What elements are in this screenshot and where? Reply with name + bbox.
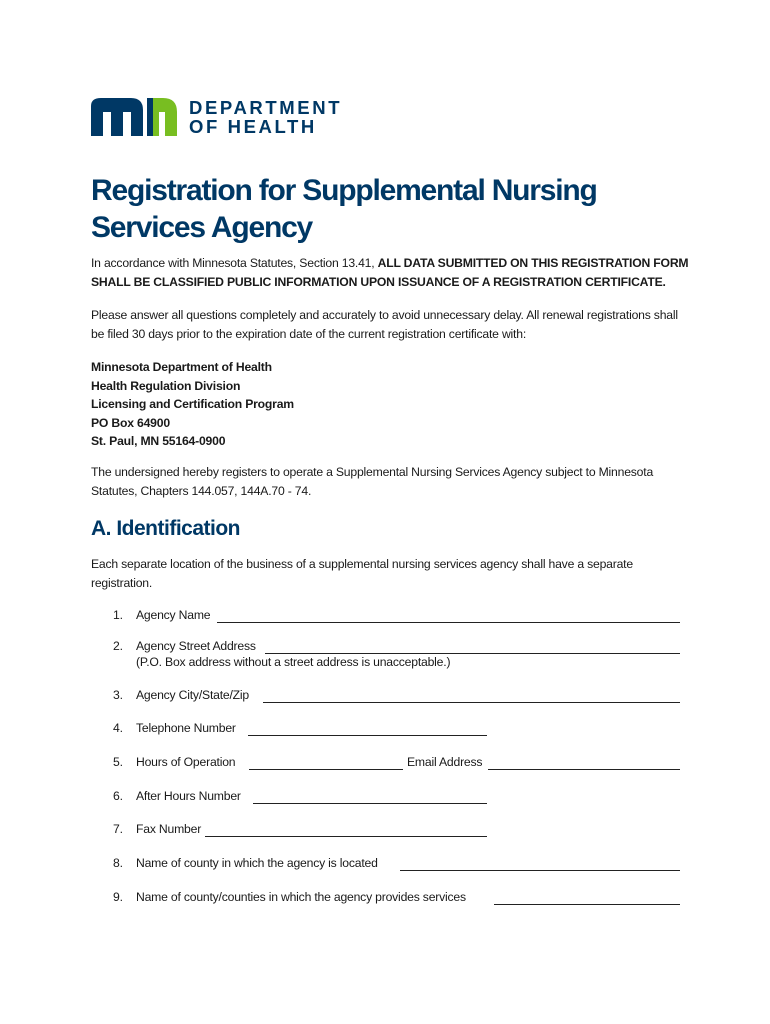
address-line: Health Regulation Division bbox=[91, 378, 241, 393]
item-number: 3. bbox=[113, 688, 123, 702]
address-line: St. Paul, MN 55164-0900 bbox=[91, 434, 226, 448]
item-number: 4. bbox=[113, 721, 123, 735]
item-number: 8. bbox=[113, 856, 123, 870]
item-label: Fax Number bbox=[136, 822, 202, 836]
item-label: Agency Street Address bbox=[136, 639, 256, 653]
counties-served-field[interactable] bbox=[494, 889, 680, 905]
item-number: 5. bbox=[113, 755, 123, 769]
logo-text bbox=[189, 98, 342, 136]
fax-number-field[interactable] bbox=[205, 821, 487, 837]
intro-paragraph-1 bbox=[91, 254, 691, 291]
section-a-heading: A. Identification bbox=[91, 517, 240, 540]
item-number: 6. bbox=[113, 789, 123, 803]
public-data-notice: ALL DATA SUBMITTED ON THIS REGISTRATION FORM SHALL BE CLASSIFIED PUBLIC INFORMATION UPON ISSUANCE OF A REGISTRATION CERTIFICATE. bbox=[91, 256, 689, 289]
telephone-number-field[interactable] bbox=[248, 720, 487, 736]
item-number: 9. bbox=[113, 890, 123, 904]
item-label: Agency Name bbox=[136, 608, 211, 622]
mailing-address bbox=[91, 358, 691, 451]
agency-city-state-zip-field[interactable] bbox=[263, 687, 680, 703]
item-label: Telephone Number bbox=[136, 721, 236, 735]
email-address-field[interactable] bbox=[488, 754, 680, 770]
hours-of-operation-field[interactable] bbox=[249, 754, 403, 770]
item-label: Hours of Operation bbox=[136, 755, 236, 769]
after-hours-number-field[interactable] bbox=[253, 788, 487, 804]
item-label: Agency City/State/Zip bbox=[136, 688, 249, 702]
mdh-logo bbox=[91, 97, 342, 137]
intro-paragraph-2: Please answer all questions completely and accurately to avoid unnecessary delay. All renewal registrations shall be filed 30 days prior to the expiration date of the current registration certificate with: bbox=[91, 308, 678, 341]
agency-street-address-field[interactable] bbox=[265, 638, 680, 654]
county-located-field[interactable] bbox=[400, 855, 680, 871]
address-line: PO Box 64900 bbox=[91, 415, 170, 430]
page-title: Registration for Supplemental Nursing Services Agency bbox=[91, 174, 597, 244]
item-label: After Hours Number bbox=[136, 789, 241, 803]
item-label: Name of county/counties in which the agency provides services bbox=[136, 890, 466, 904]
intro-paragraph-3: The undersigned hereby registers to operate a Supplemental Nursing Services Agency subject to Minnesota Statutes, Chapters 144.057, 144A.70 - 74. bbox=[91, 465, 654, 498]
item-number: 1. bbox=[113, 608, 123, 622]
address-line: Licensing and Certification Program bbox=[91, 397, 294, 411]
logo-line1: DEPARTMENT bbox=[189, 97, 343, 118]
item-label: Email Address bbox=[407, 755, 483, 769]
section-a-description: Each separate location of the business of a supplemental nursing services agency shall have a separate registration. bbox=[91, 557, 633, 590]
po-box-note: (P.O. Box address without a street address is unacceptable.) bbox=[136, 655, 451, 669]
item-number: 2. bbox=[113, 639, 123, 653]
address-line: Minnesota Department of Health bbox=[91, 360, 272, 374]
item-number: 7. bbox=[113, 822, 123, 836]
logo-line2: OF HEALTH bbox=[189, 116, 317, 137]
intro-text: In accordance with Minnesota Statutes, Section 13.41, bbox=[91, 256, 378, 270]
mn-logo-icon bbox=[91, 98, 179, 136]
item-label: Name of county in which the agency is located bbox=[136, 856, 378, 870]
agency-name-field[interactable] bbox=[217, 607, 680, 623]
